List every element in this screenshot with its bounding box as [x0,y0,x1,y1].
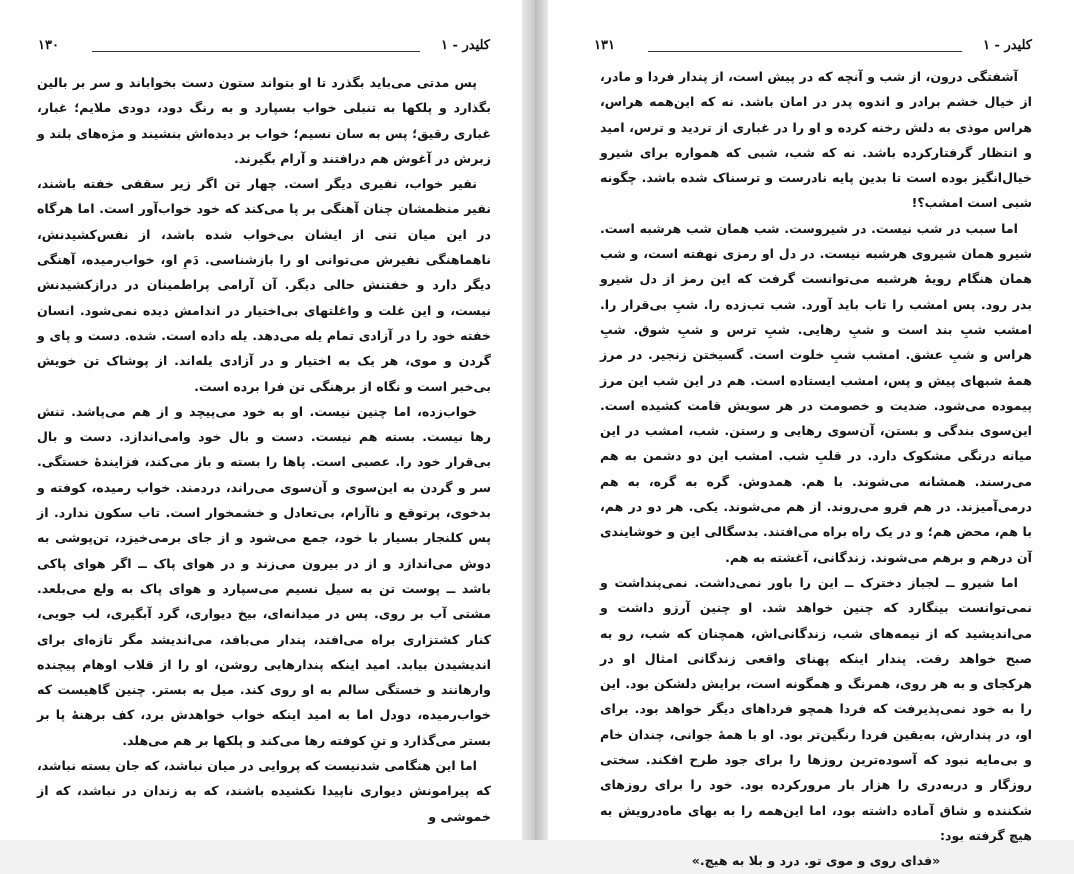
paragraph: اما این هنگامی شدنیست که پروایی در میان نباشد، که جان بسته نباشد، که پیرامونش دیواری ناپیدا نکشیده باشند، که به زندان در نباشد، که از خموشی و [37,758,491,824]
left-running-title: کلیدر - ۱ [441,38,490,53]
left-page-header [38,38,490,60]
paragraph: اما سبب در شب نیست. در شیروست. شب همان شب هرشبه است. شیرو همان شیروی هرشبه نیست. در دل او رمزی نهفته است، و شب همان هنگام رویهٔ هرشبه می‌توانست گرفت که این رمز از دل شیرو بدر رود. پس امشب را تاب باید آورد. شب تب‌زده را. شبِ بی‌قرار را. امشب شبِ بند است و شبِ رهایی. شبِ ترس و شبِ شوق. شبِ هراس و شبِ عشق. امشب شبِ خلوت است. گسیختن زنجیر. در مرز همهٔ شبهای پیش و پس، امشب ایستاده است. هم در این شب این مرز پیموده می‌شود. ضدیت و خصومت در هر سویش قامت کشیده است. این‌سوی بندگی و بستن، آن‌سوی رهایی و رستن. شب، امشب در این میانه درنگی مشکوک دارد. در قلبِ شب. امشب این دو دشمن به هم می‌رسند. همشانه می‌شوند. با هم. همدوش. گره به گره، به هم درمی‌آمیزند. در هم فرو می‌روند. از هم می‌شوند. یکی. هر دو در هم، با هم، محض هم؛ و در یک راه براه می‌افتند. بدسگالی این و خوشایندی آن درهم و برهم می‌شوند. زندگانی، آغشته به هم. [600,220,1032,565]
book-gutter-right [535,0,548,840]
paragraph: خواب‌زده، اما چنین نیست. او به خود می‌پیچد و از هم می‌پاشد. تنش رها نیست. بسته هم نیست. دست و بال خود وامی‌اندازد. دست و بال بی‌قرار خود را. عصبی است. پاها را بسته و باز می‌کند، فزایندهٔ خستگی. سر و گردن به این‌سوی و آن‌سوی می‌راند، دردمند. خواب رمیده، کوفته و بدخوی، پرتوقع و ناآرام، بی‌تعادل و خشمخوار است. تاب سکون ندارد. از پس کلنجار بسیار با خود، جمع می‌شود و از جای برمی‌خیزد، تن‌پوشی به دوش می‌اندازد و از در بیرون می‌زند و در هوای پاک ــ اگر هوای پاکی باشد ــ پوست تن به سیل نسیم می‌سپارد و هوای پاک به ولع می‌بلعد. مشتی آب بر روی. پس در میدانه‌ای، بیخ دیواری، گرد آبگیری، لب جویی، کنار کشتزاری براه می‌افتد، پندار می‌بافد، می‌اندیشد مگر تازه‌ای برای اندیشیدن بیابد. امید اینکه پندارهایی روشن، او را از قلاب اوهام پیچنده وارهانند و خستگی سالم به او روی کند. میل به بستر. چنین گاهیست که خواب‌رمیده، دودل اما به امید اینکه خواب خواهدش برد، کف برهنهٔ پا بر بستر می‌گذارد و تنِ کوفته رها می‌کند و پلکها بر هم می‌هلد. [37,403,491,748]
verse-line: «فدای روی و موی تو. درد و بلا به هیچ.» [691,853,941,869]
right-page-number: ۱۳۱ [594,38,615,53]
left-page-number: ۱۳۰ [38,38,59,53]
left-page-body [37,70,491,829]
book-gutter-left [522,0,535,840]
paragraph: اما شیرو ــ لجباز دخترک ــ این را باور نمی‌داشت. نمی‌پنداشت و نمی‌توانست بینگارد که چنین خواهد شد. او چنین آرزو داشت و می‌اندیشید که از نیمه‌های شب، زندگانی‌اش، همچنان که شب، رو به صبح خواهد رفت. پندار اینکه پهنای واقعی زندگانی امثال او در هرکجای و به هر روی، همرنگ و همگونه است، برایش دلشکن بود. این را به خود نمی‌پذیرفت که فردا همچو فرداهای دیگر خواهد بود. برای او، در پندارش، به‌یقین فردا رنگین‌تر بود. او با همهٔ جوانی، چندان خام و بی‌مایه نبود که آسوده‌ترین روزها را برای جود طرح افکند. سختی روزگار و دربه‌دری را هزار بار مرورکرده بود. خود را برای روزهای شکننده و شاق آماده داشته بود، اما این‌همه را به بهای ماه‌درویش به هیچ گرفته بود: [600,574,1032,843]
paragraph: پس مدتی می‌باید بگذرد تا او بتواند ستون دست بخواباند و سر بر بالین بگذارد و پلکها به تنبلی خواب بسپارد و به رنگ دود، دودی ملایم؛ غبار، غباری رقیق؛ پس به سان نسیم؛ خواب بر دیده‌اش بنشیند و مژه‌های بلند و زبرش در آغوش هم درافتند و آرام بگیرند. [37,75,491,166]
paragraph: نفیر خواب، نفیری دیگر است. چهار تن اگر زیر سقفی خفته باشند، نفیر منظمشان چنان آهنگی بر پا می‌کند که خود خواب‌آور است. اما هرگاه در این میان تنی از ایشان بی‌خواب شده باشد، از نفس‌کشیدنش، ناهماهنگی نفیرش می‌توانی او را بازشناسی. دَمِ او، خواب‌رمیده، آهنگی دیگر دارد و خفتنش حالی دیگر. آن آرامی پراطمینان در درازکشیدنش نیست، و این غلت و واغلتهای بی‌اختیار در اندامش دیده نمی‌شود. انسان خفته خود را در آزادی تمام یله می‌دهد. یله داده است. شده. دست و پای و گردن و موی، هر یک به اختیار و در آزادی یله‌اند. از پوشاک تن خویش بی‌خبر است و نگاه از برهنگی تن فرا برده است. [37,176,491,394]
paragraph: آشفتگی درون، از شب و آنچه که در پیش است، از پندار فردا و مادر، از خیال خشم برادر و اندوه پدر در امان باشد. نه که این‌همه هراس، هراس موذی به دلش رخنه کرده و او را در غباری از تردید و ترس، امید و انتظار گرفتارکرده باشد. نه که شب، شبی که همواره برای شیرو خیال‌انگیز بوده است تا بدین پایه نادرست و ترسناک شده باشد. چگونه شبی است امشب؟! [600,69,1032,211]
right-running-title: کلیدر - ۱ [983,38,1032,53]
right-page [548,0,1074,869]
header-rule [92,51,420,52]
header-rule [648,51,962,52]
right-page-header [594,38,1032,60]
left-page [0,0,522,840]
right-page-body [600,64,1032,874]
